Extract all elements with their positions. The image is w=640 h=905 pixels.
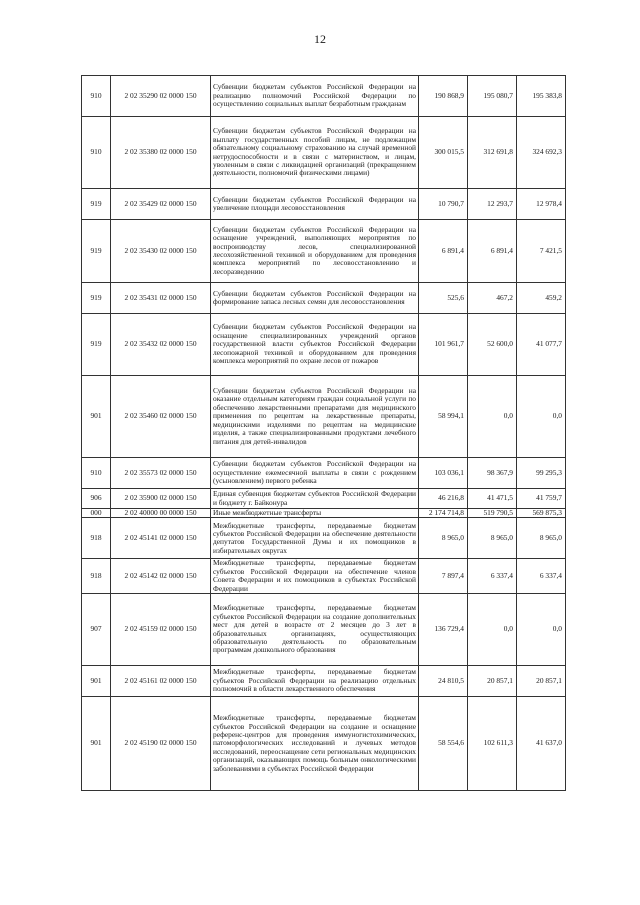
table-row — [82, 518, 566, 559]
amount-year-3-cell: 7 421,5 — [517, 220, 566, 283]
budget-table — [81, 75, 566, 791]
amount-year-2-cell: 20 857,1 — [468, 666, 517, 697]
amount-year-1-cell: 10 790,7 — [419, 189, 468, 220]
admin-code-cell: 918 — [82, 559, 111, 594]
budget-classification-code-cell: 2 02 35430 02 0000 150 — [111, 220, 211, 283]
budget-classification-code-cell: 2 02 35431 02 0000 150 — [111, 283, 211, 314]
income-description-cell: Субвенции бюджетам субъектов Российской Федерации на выплату государственных пособий лицам, не подлежащим обязательному социальному страхованию на случай временной нетрудоспособности и в связи с материнством, и лицам, уволенным в связи с ликвидацией организаций (прекращением деятельности, полномочий физическими лицами) — [211, 117, 419, 189]
budget-classification-code-cell: 2 02 45159 02 0000 150 — [111, 594, 211, 666]
amount-year-2-cell: 12 293,7 — [468, 189, 517, 220]
amount-year-3-cell: 0,0 — [517, 376, 566, 458]
table-row — [82, 559, 566, 594]
amount-year-3-cell: 459,2 — [517, 283, 566, 314]
admin-code-cell: 919 — [82, 220, 111, 283]
admin-code-cell: 910 — [82, 117, 111, 189]
amount-year-1-cell: 7 897,4 — [419, 559, 468, 594]
income-description-cell: Межбюджетные трансферты, передаваемые бюджетам субъектов Российской Федерации на реализацию отдельных полномочий в области лекарственного обеспечения — [211, 666, 419, 697]
budget-classification-code-cell: 2 02 35432 02 0000 150 — [111, 314, 211, 376]
amount-year-1-cell: 8 965,0 — [419, 518, 468, 559]
admin-code-cell: 901 — [82, 376, 111, 458]
amount-year-2-cell: 52 600,0 — [468, 314, 517, 376]
amount-year-2-cell: 195 080,7 — [468, 76, 517, 117]
table-row — [82, 489, 566, 509]
table-row — [82, 314, 566, 376]
amount-year-3-cell: 6 337,4 — [517, 559, 566, 594]
amount-year-1-cell: 103 036,1 — [419, 458, 468, 489]
budget-classification-code-cell: 2 02 45142 02 0000 150 — [111, 559, 211, 594]
budget-classification-code-cell: 2 02 35290 02 0000 150 — [111, 76, 211, 117]
table-row — [82, 666, 566, 697]
admin-code-cell: 919 — [82, 283, 111, 314]
admin-code-cell: 901 — [82, 666, 111, 697]
income-description-cell: Субвенции бюджетам субъектов Российской Федерации на оснащение специализированных учреждений органов государственной власти субъектов Российской Федерации лесопожарной техникой и оборудованием для проведения комплекса мероприятий по охране лесов от пожаров — [211, 314, 419, 376]
budget-classification-code-cell: 2 02 35573 02 0000 150 — [111, 458, 211, 489]
admin-code-cell: 000 — [82, 509, 111, 518]
income-description-cell: Субвенции бюджетам субъектов Российской Федерации на формирование запаса лесных семян для лесовосстановления — [211, 283, 419, 314]
income-description-cell: Межбюджетные трансферты, передаваемые бюджетам субъектов Российской Федерации на создание и оснащение референс-центров для проведения иммуногистохимических, патоморфологических исследований и лучевых методов исследований, переоснащение сети региональных медицинских организаций, оказывающих помощь больным онкологическими заболеваниями в субъектах Российской Федерации — [211, 697, 419, 791]
table-row — [82, 220, 566, 283]
amount-year-3-cell: 41 077,7 — [517, 314, 566, 376]
page-number: 12 — [314, 32, 326, 46]
income-description-cell: Субвенции бюджетам субъектов Российской Федерации на оказание отдельным категориям граждан социальной услуги по обеспечению лекарственными препаратами для медицинского применения по рецептам на лекарственные препараты, медицинскими изделиями по рецептам на медицинские изделия, а также специализированными продуктами лечебного питания для детей-инвалидов — [211, 376, 419, 458]
budget-classification-code-cell: 2 02 35900 02 0000 150 — [111, 489, 211, 509]
table-row — [82, 458, 566, 489]
amount-year-1-cell: 2 174 714,8 — [419, 509, 468, 518]
amount-year-2-cell: 467,2 — [468, 283, 517, 314]
table-row — [82, 697, 566, 791]
budget-classification-code-cell: 2 02 45190 02 0000 150 — [111, 697, 211, 791]
amount-year-2-cell: 6 891,4 — [468, 220, 517, 283]
amount-year-3-cell: 0,0 — [517, 594, 566, 666]
amount-year-2-cell: 312 691,8 — [468, 117, 517, 189]
table-row — [82, 117, 566, 189]
amount-year-1-cell: 24 810,5 — [419, 666, 468, 697]
amount-year-1-cell: 300 015,5 — [419, 117, 468, 189]
admin-code-cell: 910 — [82, 458, 111, 489]
amount-year-1-cell: 58 554,6 — [419, 697, 468, 791]
table-body — [82, 76, 566, 791]
amount-year-2-cell: 0,0 — [468, 594, 517, 666]
amount-year-3-cell: 41 637,0 — [517, 697, 566, 791]
amount-year-2-cell: 0,0 — [468, 376, 517, 458]
budget-classification-code-cell: 2 02 45141 02 0000 150 — [111, 518, 211, 559]
admin-code-cell: 919 — [82, 189, 111, 220]
income-description-cell: Единая субвенция бюджетам субъектов Российской Федерации и бюджету г. Байконура — [211, 489, 419, 509]
amount-year-3-cell: 8 965,0 — [517, 518, 566, 559]
amount-year-1-cell: 46 216,8 — [419, 489, 468, 509]
amount-year-3-cell: 99 295,3 — [517, 458, 566, 489]
table-row — [82, 76, 566, 117]
income-description-cell: Межбюджетные трансферты, передаваемые бюджетам субъектов Российской Федерации на обеспечение деятельности депутатов Государственной Думы и их помощников в избирательных округах — [211, 518, 419, 559]
table-row — [82, 509, 566, 518]
table-row — [82, 189, 566, 220]
admin-code-cell: 910 — [82, 76, 111, 117]
income-description-cell: Межбюджетные трансферты, передаваемые бюджетам субъектов Российской Федерации на обеспечение членов Совета Федерации и их помощников в субъектах Российской Федерации — [211, 559, 419, 594]
amount-year-2-cell: 519 790,5 — [468, 509, 517, 518]
table-row — [82, 283, 566, 314]
amount-year-3-cell: 41 759,7 — [517, 489, 566, 509]
admin-code-cell: 906 — [82, 489, 111, 509]
income-description-cell: Субвенции бюджетам субъектов Российской Федерации на осуществление ежемесячной выплаты в связи с рождением (усыновлением) первого ребенка — [211, 458, 419, 489]
amount-year-1-cell: 58 994,1 — [419, 376, 468, 458]
income-description-cell: Межбюджетные трансферты, передаваемые бюджетам субъектов Российской Федерации на создание дополнительных мест для детей в возрасте от 2 месяцев до 3 лет в образовательных организациях, осуществляющих образовательную деятельность по образовательным программам дошкольного образования — [211, 594, 419, 666]
budget-classification-code-cell: 2 02 45161 02 0000 150 — [111, 666, 211, 697]
amount-year-1-cell: 6 891,4 — [419, 220, 468, 283]
income-description-cell: Иные межбюджетные трансферты — [211, 509, 419, 518]
amount-year-2-cell: 6 337,4 — [468, 559, 517, 594]
admin-code-cell: 918 — [82, 518, 111, 559]
budget-classification-code-cell: 2 02 35380 02 0000 150 — [111, 117, 211, 189]
amount-year-1-cell: 525,6 — [419, 283, 468, 314]
income-description-cell: Субвенции бюджетам субъектов Российской Федерации на реализацию полномочий Российской Федерации по осуществлению социальных выплат безработным гражданам — [211, 76, 419, 117]
income-description-cell: Субвенции бюджетам субъектов Российской Федерации на оснащение учреждений, выполняющих мероприятия по воспроизводству лесов, специализированной лесохозяйственной техникой и оборудованием для проведения комплекса мероприятий по лесовосстановлению и лесоразведению — [211, 220, 419, 283]
budget-classification-code-cell: 2 02 35460 02 0000 150 — [111, 376, 211, 458]
income-description-cell: Субвенции бюджетам субъектов Российской Федерации на увеличение площади лесовосстановления — [211, 189, 419, 220]
amount-year-1-cell: 190 868,9 — [419, 76, 468, 117]
admin-code-cell: 901 — [82, 697, 111, 791]
table-row — [82, 376, 566, 458]
amount-year-2-cell: 41 471,5 — [468, 489, 517, 509]
amount-year-3-cell: 569 875,3 — [517, 509, 566, 518]
amount-year-2-cell: 98 367,9 — [468, 458, 517, 489]
amount-year-2-cell: 102 611,3 — [468, 697, 517, 791]
budget-classification-code-cell: 2 02 40000 00 0000 150 — [111, 509, 211, 518]
admin-code-cell: 907 — [82, 594, 111, 666]
table-row — [82, 594, 566, 666]
amount-year-3-cell: 20 857,1 — [517, 666, 566, 697]
amount-year-2-cell: 8 965,0 — [468, 518, 517, 559]
admin-code-cell: 919 — [82, 314, 111, 376]
amount-year-3-cell: 12 978,4 — [517, 189, 566, 220]
budget-classification-code-cell: 2 02 35429 02 0000 150 — [111, 189, 211, 220]
amount-year-1-cell: 101 961,7 — [419, 314, 468, 376]
amount-year-1-cell: 136 729,4 — [419, 594, 468, 666]
amount-year-3-cell: 195 383,8 — [517, 76, 566, 117]
amount-year-3-cell: 324 692,3 — [517, 117, 566, 189]
